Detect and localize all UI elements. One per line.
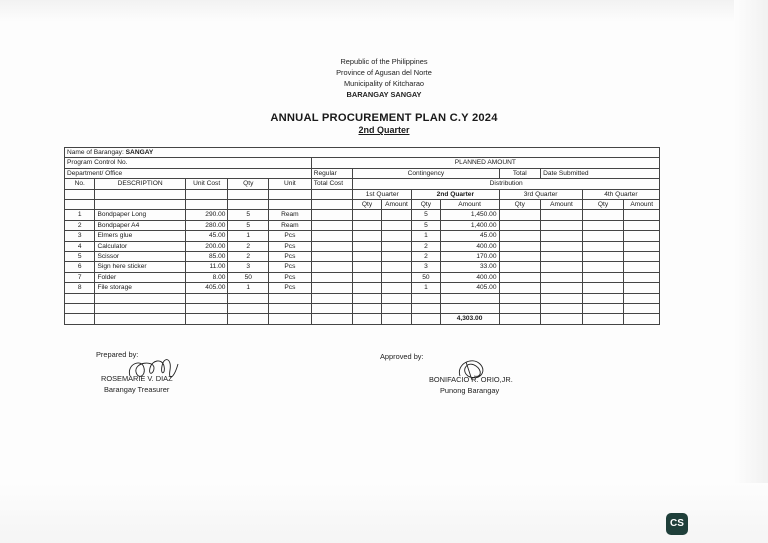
header-line-1: Republic of the Philippines	[340, 57, 428, 66]
item-unit-cost: 290.00	[185, 210, 228, 220]
planned-amount-label: PLANNED AMOUNT	[311, 158, 659, 168]
q2-amount-header: Amount	[440, 200, 499, 210]
blank-row	[65, 304, 660, 314]
q3-amount	[541, 252, 583, 262]
col-description: DESCRIPTION	[95, 179, 185, 189]
q3-amount	[541, 262, 583, 272]
item-no: 2	[65, 220, 95, 230]
item-unit-cost: 85.00	[185, 252, 228, 262]
q3-amount	[541, 231, 583, 241]
q3-amount	[541, 210, 583, 220]
item-qty: 3	[228, 262, 269, 272]
item-unit: Pcs	[269, 241, 312, 251]
q4-qty	[582, 283, 624, 293]
q1-amount	[381, 272, 411, 282]
q1-qty-header: Qty	[353, 200, 381, 210]
q4-amount	[624, 252, 660, 262]
table-row	[65, 220, 660, 230]
table-row	[65, 272, 660, 282]
camscanner-badge: CS	[666, 513, 688, 535]
item-total-cost	[311, 262, 353, 272]
prepared-by-name: ROSEMARIE V. DIAZ	[101, 374, 173, 383]
q3-qty	[499, 241, 541, 251]
q2-qty: 2	[412, 241, 440, 251]
column-header-row	[65, 179, 660, 189]
barangay-label: Name of Barangay:	[67, 149, 124, 156]
q4-qty	[582, 241, 624, 251]
item-description: Scissor	[95, 252, 185, 262]
item-qty: 1	[228, 231, 269, 241]
q2-amount: 400.00	[440, 272, 499, 282]
procurement-table	[64, 147, 660, 325]
barangay-value: SANGAY	[125, 149, 154, 156]
item-unit-cost: 200.00	[185, 241, 228, 251]
q1-qty	[353, 210, 381, 220]
q4-amount	[624, 272, 660, 282]
col-no: No.	[65, 179, 95, 189]
item-description: Calculator	[95, 241, 185, 251]
q3-amount	[541, 220, 583, 230]
department-row	[65, 168, 660, 178]
q4-qty	[582, 210, 624, 220]
item-unit: Ream	[269, 210, 312, 220]
q4-qty	[582, 272, 624, 282]
table-row	[65, 231, 660, 241]
q3-qty	[499, 210, 541, 220]
table-row	[65, 252, 660, 262]
item-no: 3	[65, 231, 95, 241]
item-unit: Pcs	[269, 262, 312, 272]
q3-amount	[541, 272, 583, 282]
item-description: Bondpaper Long	[95, 210, 185, 220]
distribution-label: Distribution	[353, 179, 660, 189]
item-total-cost	[311, 252, 353, 262]
q1-amount	[381, 252, 411, 262]
q2-qty-header: Qty	[412, 200, 440, 210]
q1-amount	[381, 231, 411, 241]
q3-qty	[499, 262, 541, 272]
q4-qty-header: Qty	[582, 200, 624, 210]
quarter-3-label: 3rd Quarter	[499, 189, 582, 199]
grand-total: 4,303.00	[440, 314, 499, 324]
q2-amount: 400.00	[440, 241, 499, 251]
approved-by-title: Punong Barangay	[440, 386, 500, 395]
header-line-3: Municipality of Kitcharao	[343, 79, 425, 88]
item-total-cost	[311, 272, 353, 282]
q4-qty	[582, 231, 624, 241]
q1-qty	[353, 252, 381, 262]
q4-qty	[582, 262, 624, 272]
scan-shadow-bottom	[0, 483, 768, 543]
q4-amount	[624, 231, 660, 241]
approved-by-name: BONIFACIO R. ORIO,JR.	[429, 375, 513, 384]
header-line-4: BARANGAY SANGAY	[346, 90, 422, 99]
q3-amount-header: Amount	[541, 200, 583, 210]
q2-qty: 5	[412, 220, 440, 230]
item-no: 6	[65, 262, 95, 272]
q3-qty-header: Qty	[499, 200, 541, 210]
item-no: 1	[65, 210, 95, 220]
col-total-cost: Total Cost	[311, 179, 353, 189]
q1-qty	[353, 283, 381, 293]
quarter-2-label: 2nd Quarter	[412, 189, 499, 199]
item-unit-cost: 45.00	[185, 231, 228, 241]
quarter-header-row	[65, 189, 660, 199]
item-no: 5	[65, 252, 95, 262]
item-unit: Ream	[269, 220, 312, 230]
item-description: Sign here sticker	[95, 262, 185, 272]
blank-row	[65, 293, 660, 303]
document-title: ANNUAL PROCUREMENT PLAN C.Y 2024	[270, 112, 498, 124]
q4-amount	[624, 283, 660, 293]
item-unit: Pcs	[269, 231, 312, 241]
item-description: Bondpaper A4	[95, 220, 185, 230]
col-qty: Qty	[228, 179, 269, 189]
q3-qty	[499, 272, 541, 282]
total-label: Total	[499, 168, 541, 178]
item-total-cost	[311, 283, 353, 293]
table-row	[65, 210, 660, 220]
col-unit: Unit	[269, 179, 312, 189]
q1-qty	[353, 262, 381, 272]
q2-qty: 1	[412, 283, 440, 293]
q4-qty	[582, 220, 624, 230]
q1-amount-header: Amount	[381, 200, 411, 210]
q2-qty: 50	[412, 272, 440, 282]
approved-by-label: Approved by:	[380, 352, 424, 361]
table-row	[65, 262, 660, 272]
item-unit: Pcs	[269, 283, 312, 293]
q4-amount	[624, 241, 660, 251]
item-no: 8	[65, 283, 95, 293]
q3-qty	[499, 283, 541, 293]
q1-qty	[353, 220, 381, 230]
q1-amount	[381, 210, 411, 220]
q3-qty	[499, 231, 541, 241]
item-qty: 5	[228, 220, 269, 230]
q2-amount: 170.00	[440, 252, 499, 262]
contingency-label: Contingency	[353, 168, 499, 178]
q1-amount	[381, 241, 411, 251]
q4-amount	[624, 220, 660, 230]
barangay-row	[65, 148, 660, 158]
date-submitted-label: Date Submitted	[541, 168, 660, 178]
quarter-1-label: 1st Quarter	[353, 189, 412, 199]
q2-amount: 45.00	[440, 231, 499, 241]
q3-qty	[499, 252, 541, 262]
item-description: File storage	[95, 283, 185, 293]
q2-qty: 3	[412, 262, 440, 272]
q4-qty	[582, 252, 624, 262]
item-qty: 2	[228, 252, 269, 262]
prepared-by-label: Prepared by:	[96, 350, 139, 359]
q1-amount	[381, 262, 411, 272]
item-unit-cost: 8.00	[185, 272, 228, 282]
item-description: Folder	[95, 272, 185, 282]
document-subtitle: 2nd Quarter	[358, 125, 410, 135]
q2-amount: 1,450.00	[440, 210, 499, 220]
q2-amount: 33.00	[440, 262, 499, 272]
program-row	[65, 158, 660, 168]
department-label: Department/ Office	[65, 168, 312, 178]
q3-amount	[541, 241, 583, 251]
item-qty: 2	[228, 241, 269, 251]
scan-shadow-top	[0, 0, 768, 22]
prepared-by-title: Barangay Treasurer	[104, 385, 170, 394]
q4-amount	[624, 210, 660, 220]
q2-amount: 405.00	[440, 283, 499, 293]
q4-amount	[624, 262, 660, 272]
q2-amount: 1,400.00	[440, 220, 499, 230]
col-unit-cost: Unit Cost	[185, 179, 228, 189]
subheader-row	[65, 200, 660, 210]
q3-amount	[541, 283, 583, 293]
item-total-cost	[311, 220, 353, 230]
item-total-cost	[311, 241, 353, 251]
item-unit-cost: 280.00	[185, 220, 228, 230]
item-unit-cost: 11.00	[185, 262, 228, 272]
item-unit: Pcs	[269, 272, 312, 282]
item-qty: 50	[228, 272, 269, 282]
regular-label: Regular	[311, 168, 353, 178]
q1-qty	[353, 272, 381, 282]
q1-qty	[353, 231, 381, 241]
table-row	[65, 241, 660, 251]
q2-qty: 1	[412, 231, 440, 241]
item-unit: Pcs	[269, 252, 312, 262]
program-control-label: Program Control No.	[65, 158, 312, 168]
item-no: 7	[65, 272, 95, 282]
q1-amount	[381, 220, 411, 230]
q2-qty: 5	[412, 210, 440, 220]
quarter-4-label: 4th Quarter	[582, 189, 659, 199]
item-rows	[65, 210, 660, 293]
q4-amount-header: Amount	[624, 200, 660, 210]
item-total-cost	[311, 210, 353, 220]
q2-qty: 2	[412, 252, 440, 262]
item-unit-cost: 405.00	[185, 283, 228, 293]
item-no: 4	[65, 241, 95, 251]
q1-qty	[353, 241, 381, 251]
total-row	[65, 314, 660, 324]
item-total-cost	[311, 231, 353, 241]
item-description: Elmers glue	[95, 231, 185, 241]
barangay-cell	[65, 148, 660, 158]
item-qty: 1	[228, 283, 269, 293]
q3-qty	[499, 220, 541, 230]
item-qty: 5	[228, 210, 269, 220]
header-line-2: Province of Agusan del Norte	[336, 68, 432, 77]
table-row	[65, 283, 660, 293]
q1-amount	[381, 283, 411, 293]
